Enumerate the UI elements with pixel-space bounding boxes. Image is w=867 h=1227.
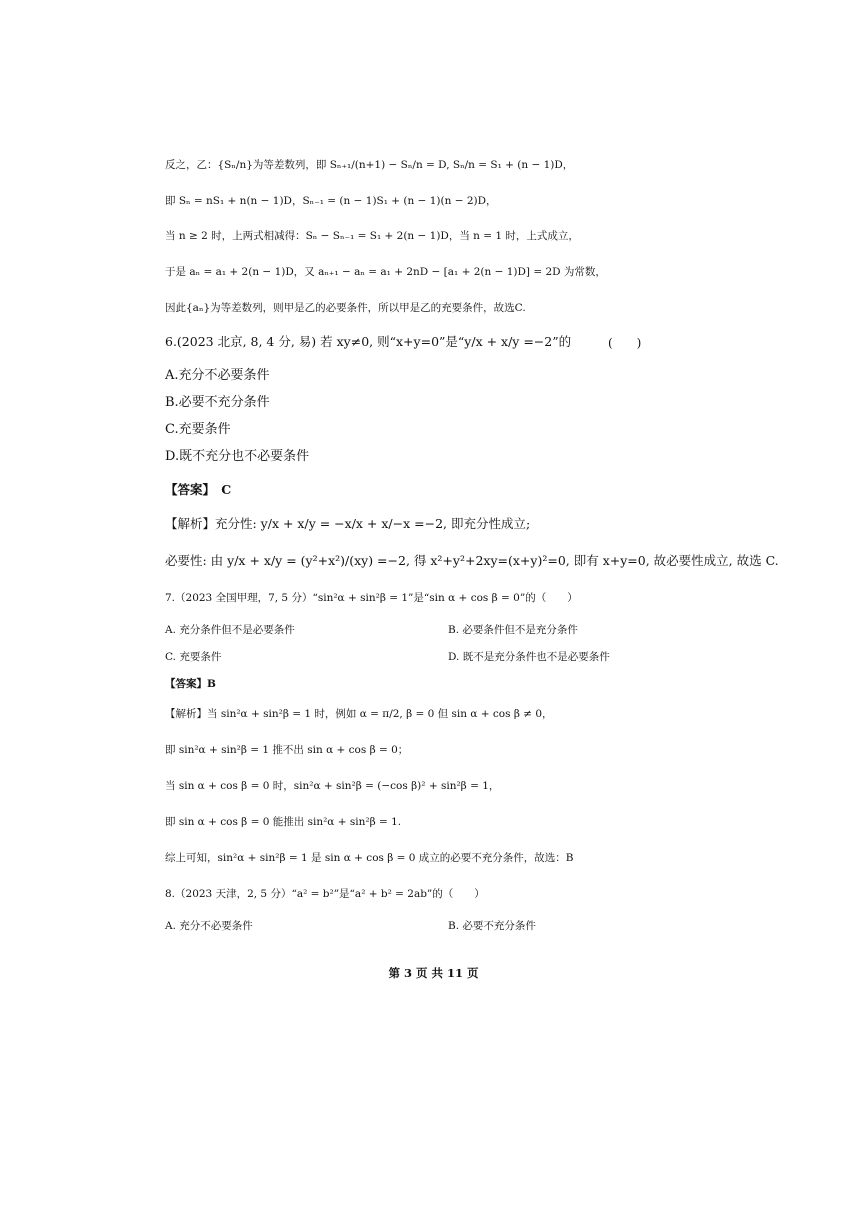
page-footer: 第 3 页 共 11 页 bbox=[388, 966, 479, 980]
question-6: 6.(2023 北京, 8, 4 分, 易) 若 xy≠0, 则“x+y=0”是“y/x + x/y =−2”的 bbox=[165, 334, 572, 349]
option-b: B.必要不充分条件 bbox=[165, 395, 270, 410]
text-line: 即 Sₙ = nS₁ + n(n − 1)D，Sₙ₋₁ = (n − 1)S₁ + (n − 1)(n − 2)D， bbox=[165, 195, 497, 207]
option-d: D.既不充分也不必要条件 bbox=[165, 449, 310, 464]
analysis-line: 即 sin²α + sin²β = 1 推不出 sin α + cos β = 0； bbox=[165, 744, 409, 756]
analysis-line: 当 sin α + cos β = 0 时，sin²α + sin²β = (−cos β)² + sin²β = 1， bbox=[165, 780, 500, 792]
analysis-line: 【解析】充分性: y/x + x/y = −x/x + x/−x =−2, 即充分性成立; bbox=[165, 516, 531, 531]
analysis-line: 【解析】当 sin²α + sin²β = 1 时，例如 α = π/2, β = 0 但 sin α + cos β ≠ 0， bbox=[165, 708, 553, 720]
option-a: A.充分不必要条件 bbox=[165, 368, 270, 383]
option-b: B. 必要条件但不是充分条件 bbox=[448, 624, 578, 636]
text-line: 反之，乙：{Sₙ/n}为等差数列，即 Sₙ₊₁/(n+1) − Sₙ/n = D, Sₙ/n = S₁ + (n − 1)D， bbox=[165, 159, 574, 171]
option-b: B. 必要不充分条件 bbox=[448, 920, 536, 932]
option-a: A. 充分不必要条件 bbox=[165, 920, 253, 932]
answer-label: 【答案】 C bbox=[165, 482, 232, 497]
analysis-line: 综上可知，sin²α + sin²β = 1 是 sin α + cos β = 0 成立的必要不充分条件，故选：B bbox=[165, 852, 574, 864]
text-line: 当 n ≥ 2 时，上两式相减得：Sₙ − Sₙ₋₁ = S₁ + 2(n − 1)D，当 n = 1 时，上式成立， bbox=[165, 230, 579, 242]
text-line: 因此{aₙ}为等差数列，则甲是乙的必要条件，所以甲是乙的充要条件，故选C. bbox=[165, 302, 526, 314]
option-a: A. 充分条件但不是必要条件 bbox=[165, 624, 295, 636]
question-7: 7.（2023 全国甲理，7, 5 分）“sin²α + sin²β = 1”是“sin α + cos β = 0”的（ ） bbox=[165, 592, 578, 604]
option-c: C. 充要条件 bbox=[165, 651, 222, 663]
answer-blank: ( ) bbox=[608, 336, 642, 350]
answer-label: 【答案】B bbox=[165, 678, 216, 690]
option-d: D. 既不是充分条件也不是必要条件 bbox=[448, 651, 610, 663]
option-c: C.充要条件 bbox=[165, 422, 231, 437]
analysis-line: 即 sin α + cos β = 0 能推出 sin²α + sin²β = 1. bbox=[165, 816, 402, 828]
question-8: 8.（2023 天津，2, 5 分）“a² = b²”是“a² + b² = 2ab”的（ ） bbox=[165, 888, 485, 900]
analysis-line: 必要性: 由 y/x + x/y = (y²+x²)/(xy) =−2, 得 x²+y²+2xy=(x+y)²=0, 即有 x+y=0, 故必要性成立, 故选 C. bbox=[165, 553, 779, 568]
text-line: 于是 aₙ = a₁ + 2(n − 1)D，又 aₙ₊₁ − aₙ = a₁ + 2nD − [a₁ + 2(n − 1)D] = 2D 为常数， bbox=[165, 266, 606, 278]
